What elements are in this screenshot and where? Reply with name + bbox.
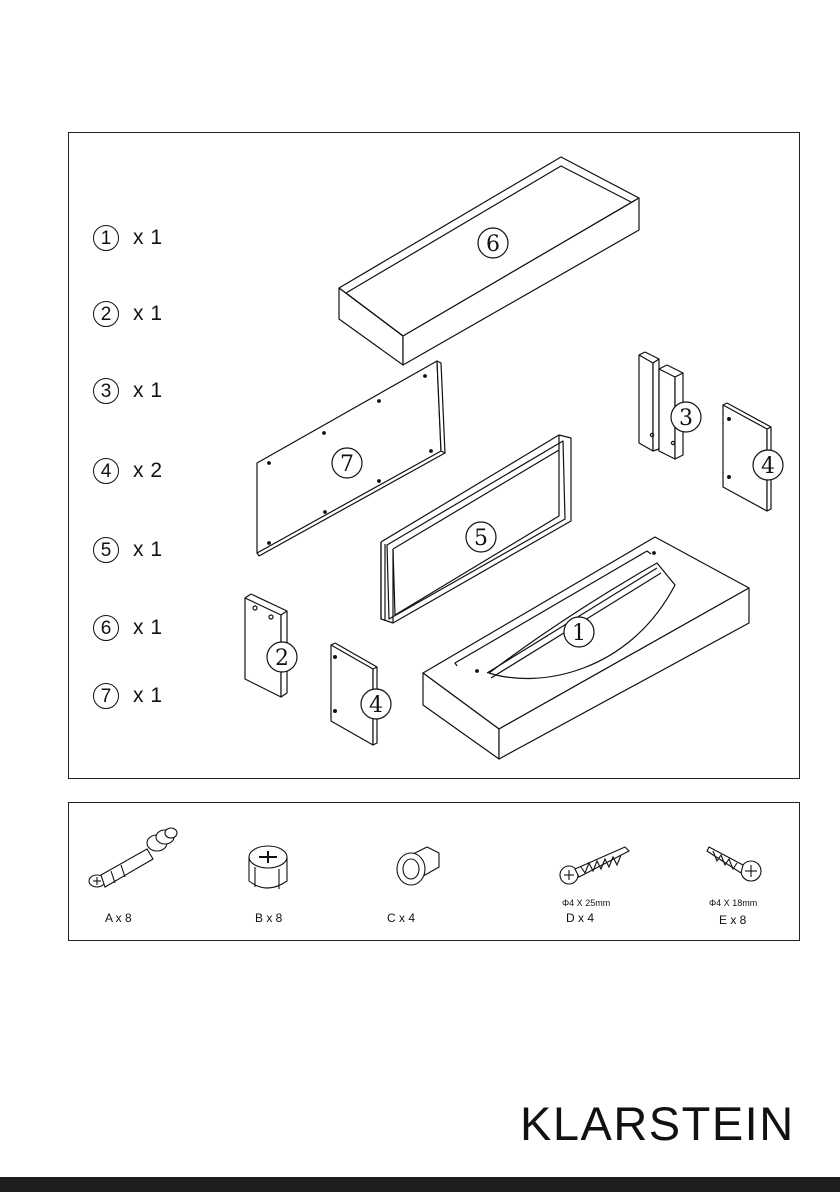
part-quantity: x 1	[133, 538, 163, 561]
label-6: 6	[486, 232, 500, 257]
short-screw-icon	[707, 847, 761, 881]
part-number-badge: 6	[93, 615, 119, 641]
cam-bolt-icon	[89, 828, 177, 887]
hardware-panel	[68, 802, 800, 941]
exploded-parts-diagram	[69, 133, 799, 778]
part-number-badge: 5	[93, 537, 119, 563]
cam-lock-icon	[249, 846, 287, 889]
hardware-a-caption: A x 8	[105, 911, 132, 925]
dowel-cap-icon	[397, 847, 439, 885]
long-screw-icon	[560, 847, 629, 884]
part-number-badge: 2	[93, 301, 119, 327]
hardware-d-spec: Φ4 X 25mm	[562, 898, 611, 908]
hardware-d-caption: D x 4	[566, 911, 595, 925]
label-4b: 4	[761, 454, 775, 479]
footer-bar	[0, 1177, 840, 1192]
part-number-badge: 3	[93, 378, 119, 404]
part-quantity: x 1	[133, 226, 163, 249]
part-number-badge: 4	[93, 458, 119, 484]
part-quantity: x 1	[133, 302, 163, 325]
hardware-e-caption: E x 8	[719, 913, 747, 927]
parts-panel	[68, 132, 800, 779]
hardware-e-spec: Φ4 X 18mm	[709, 898, 758, 908]
part-number-badge: 7	[93, 683, 119, 709]
label-4a: 4	[369, 693, 383, 718]
hardware-b-caption: B x 8	[255, 911, 283, 925]
hardware-c-caption: C x 4	[387, 911, 416, 925]
part-quantity: x 1	[133, 379, 163, 402]
part-quantity: x 1	[133, 684, 163, 707]
part-number-badge: 1	[93, 225, 119, 251]
label-2: 2	[275, 646, 289, 671]
hardware-illustrations	[69, 803, 799, 940]
label-3: 3	[679, 406, 693, 431]
part-6-top-board	[339, 157, 639, 365]
brand-logo: KLARSTEIN	[520, 1097, 795, 1150]
label-5: 5	[474, 526, 488, 551]
label-1: 1	[572, 621, 586, 646]
part-quantity: x 1	[133, 616, 163, 639]
part-quantity: x 2	[133, 459, 163, 482]
label-7: 7	[340, 452, 354, 477]
